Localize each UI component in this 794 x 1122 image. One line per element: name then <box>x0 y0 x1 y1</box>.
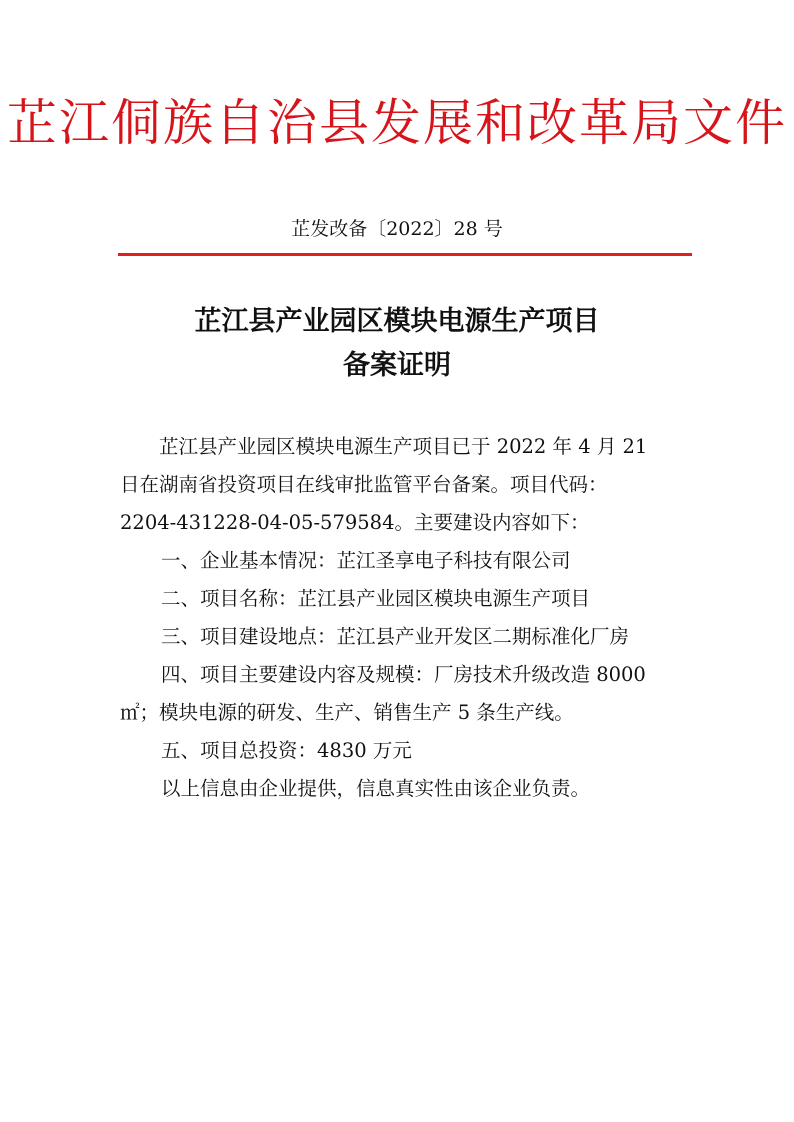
org-header-title: 芷江侗族自治县发展和改革局文件 <box>7 94 787 152</box>
intro-paragraph-line2: 日在湖南省投资项目在线审批监管平台备案。项目代码： <box>120 473 608 496</box>
red-divider-line <box>118 253 692 256</box>
intro-paragraph-line3: 2204-431228-04-05-579584。主要建设内容如下： <box>120 511 590 534</box>
document-title-line1: 芷江县产业园区模块电源生产项目 <box>194 306 600 337</box>
document-title <box>0 300 794 388</box>
item-construction-scope-line2: ㎡；模块电源的研发、生产、销售生产 5 条生产线。 <box>120 701 574 724</box>
item-project-name: 二、项目名称：芷江县产业园区模块电源生产项目 <box>161 587 591 610</box>
closing-statement: 以上信息由企业提供，信息真实性由该企业负责。 <box>161 777 591 800</box>
intro-paragraph-line1: 芷江县产业园区模块电源生产项目已于 2022 年 4 月 21 <box>159 435 648 458</box>
item-total-investment: 五、项目总投资：4830 万元 <box>161 739 412 762</box>
document-body <box>120 428 690 808</box>
item-company-info: 一、企业基本情况：芷江圣享电子科技有限公司 <box>161 549 571 572</box>
item-construction-scope-line1: 四、项目主要建设内容及规模：厂房技术升级改造 8000 <box>161 663 646 686</box>
document-title-line2: 备案证明 <box>343 350 451 381</box>
document-number: 芷发改备〔2022〕28 号 <box>291 218 503 240</box>
item-project-location: 三、项目建设地点：芷江县产业开发区二期标准化厂房 <box>161 625 630 648</box>
